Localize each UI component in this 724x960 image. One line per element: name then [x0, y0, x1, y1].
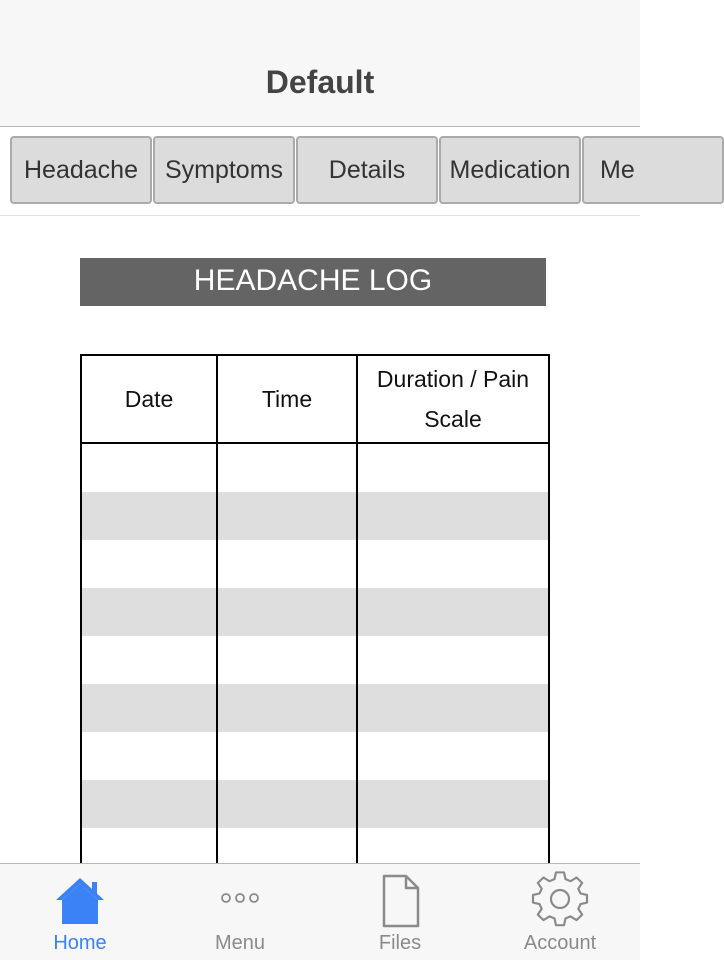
- duration-cell[interactable]: [357, 780, 549, 828]
- file-icon: [372, 872, 428, 928]
- date-cell[interactable]: [81, 492, 217, 540]
- time-cell[interactable]: [217, 540, 357, 588]
- more-icon: [212, 872, 268, 928]
- table-row[interactable]: [81, 443, 549, 492]
- tab-menu[interactable]: [160, 864, 320, 960]
- gear-icon: [532, 872, 588, 928]
- time-cell[interactable]: [217, 636, 357, 684]
- time-cell[interactable]: [217, 684, 357, 732]
- headache-log-table: [80, 354, 550, 876]
- duration-cell[interactable]: [357, 636, 549, 684]
- segment-tab-strip[interactable]: [0, 128, 640, 216]
- column-header-time: Time: [217, 355, 357, 443]
- tab-account-label: Account: [523, 932, 597, 954]
- tab-partial[interactable]: Me: [582, 136, 724, 204]
- bottom-tab-bar: [0, 863, 640, 960]
- duration-cell[interactable]: [357, 684, 549, 732]
- home-icon: [52, 872, 108, 928]
- tab-home[interactable]: [0, 864, 160, 960]
- date-cell[interactable]: [81, 588, 217, 636]
- column-header-duration: Duration / Pain Scale: [357, 355, 549, 443]
- time-cell[interactable]: [217, 780, 357, 828]
- duration-cell[interactable]: [357, 732, 549, 780]
- time-cell[interactable]: [217, 588, 357, 636]
- tab-files-label: Files: [378, 932, 422, 954]
- segment-tab-scroller[interactable]: [10, 136, 635, 204]
- table-row[interactable]: [81, 636, 549, 684]
- date-cell[interactable]: [81, 780, 217, 828]
- time-cell[interactable]: [217, 492, 357, 540]
- tab-medication[interactable]: Medication: [439, 136, 581, 204]
- table-row[interactable]: [81, 732, 549, 780]
- log-title-banner: HEADACHE LOG: [80, 258, 546, 306]
- table-row[interactable]: [81, 492, 549, 540]
- main-content: [0, 216, 640, 863]
- date-cell[interactable]: [81, 636, 217, 684]
- date-cell[interactable]: [81, 443, 217, 492]
- column-header-date: Date: [81, 355, 217, 443]
- date-cell[interactable]: [81, 540, 217, 588]
- table-row[interactable]: [81, 684, 549, 732]
- tab-home-label: Home: [53, 932, 107, 954]
- duration-cell[interactable]: [357, 588, 549, 636]
- table-row[interactable]: [81, 588, 549, 636]
- table-row[interactable]: [81, 540, 549, 588]
- tab-symptoms[interactable]: Symptoms: [153, 136, 295, 204]
- page-title: Default: [265, 64, 375, 100]
- tab-menu-label: Menu: [214, 932, 266, 954]
- duration-cell[interactable]: [357, 492, 549, 540]
- time-cell[interactable]: [217, 732, 357, 780]
- time-cell[interactable]: [217, 443, 357, 492]
- table-header-row: [81, 355, 549, 443]
- navigation-bar: [0, 0, 640, 127]
- tab-files[interactable]: [320, 864, 480, 960]
- table-row[interactable]: [81, 780, 549, 828]
- tab-details[interactable]: Details: [296, 136, 438, 204]
- date-cell[interactable]: [81, 684, 217, 732]
- duration-cell[interactable]: [357, 540, 549, 588]
- tab-account[interactable]: [480, 864, 640, 960]
- tab-headache[interactable]: Headache: [10, 136, 152, 204]
- duration-cell[interactable]: [357, 443, 549, 492]
- date-cell[interactable]: [81, 732, 217, 780]
